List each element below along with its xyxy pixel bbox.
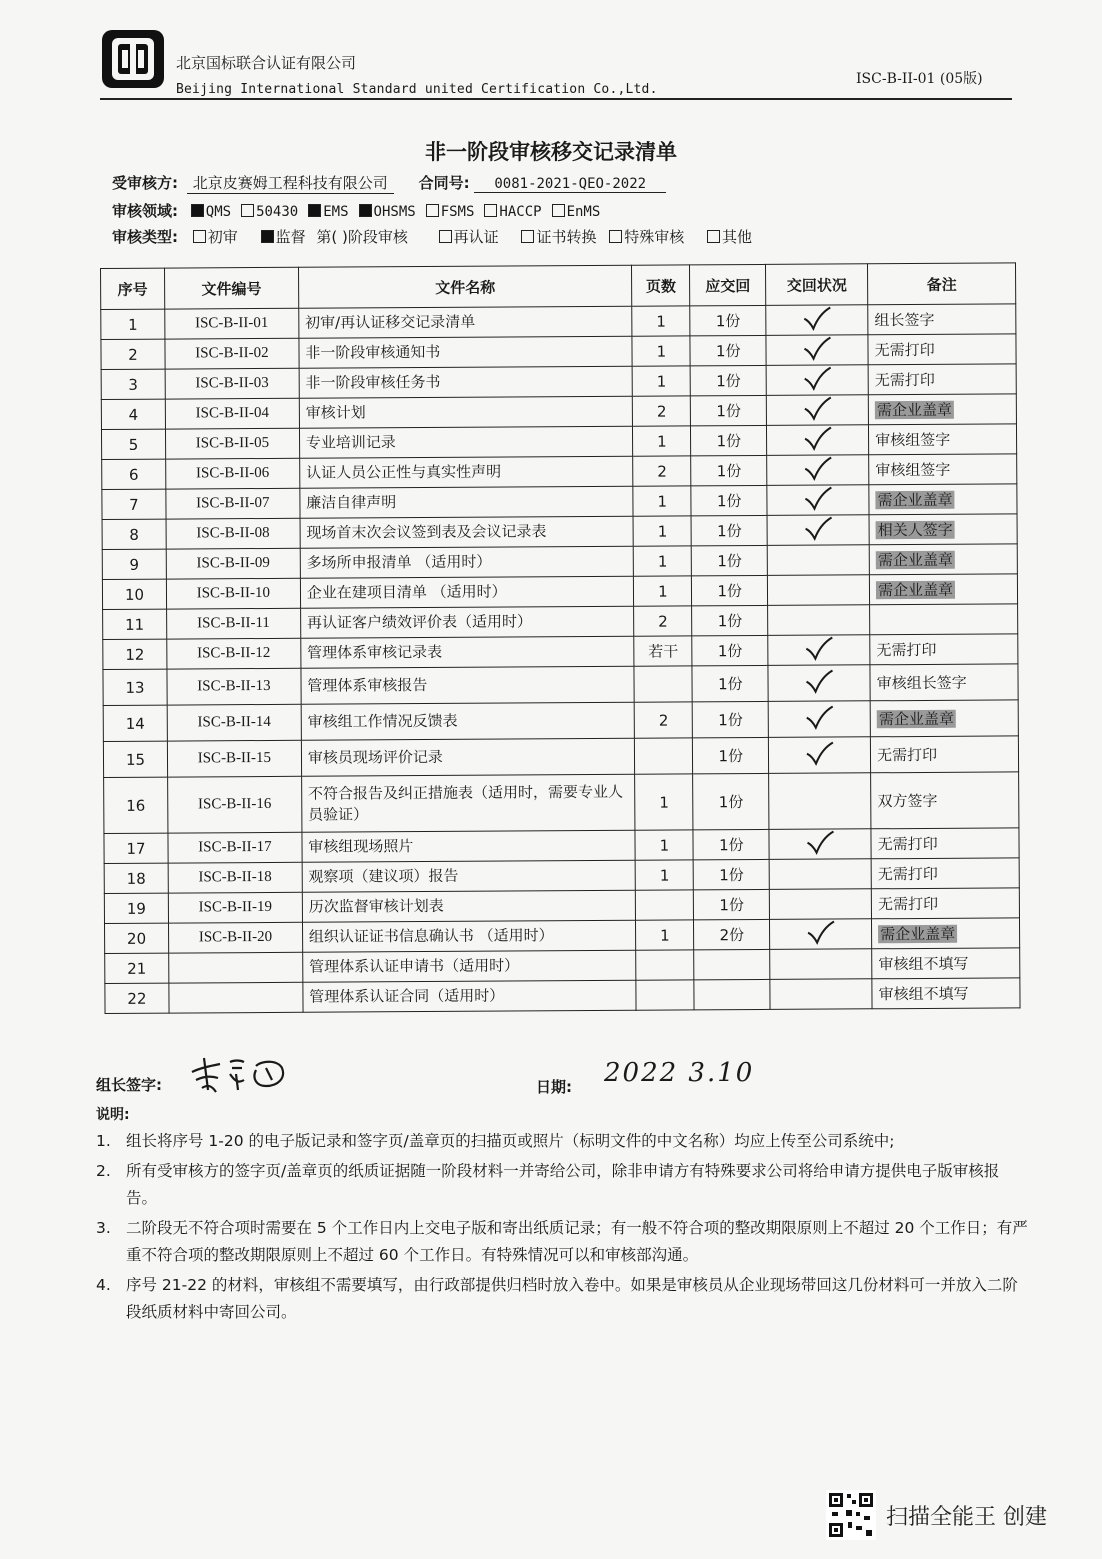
note-item <box>96 1158 1028 1212</box>
row-pages <box>635 738 693 774</box>
row-returned <box>768 701 870 738</box>
row-no: 16 <box>104 777 168 833</box>
row-pages: 1 <box>632 366 690 396</box>
row-remark <box>870 574 1018 605</box>
row-name: 管理体系认证合同（适用时） <box>303 980 637 1012</box>
checkmark-icon <box>804 636 834 660</box>
row-returned <box>767 515 869 546</box>
row-remark <box>872 918 1020 949</box>
row-code: ISC-B-II-01 <box>165 308 299 339</box>
row-code: ISC-B-II-06 <box>166 458 300 489</box>
type-recert[interactable]: 再认证 <box>439 228 499 246</box>
row-pages: 1 <box>635 774 693 830</box>
remark-text: 审核组不填写 <box>878 984 969 1004</box>
checkmark-icon <box>802 306 832 330</box>
stamp-required-badge: 需企业盖章 <box>876 400 953 420</box>
table-row <box>103 664 1018 706</box>
row-copies: 1份 <box>694 889 770 919</box>
audit-fields-line <box>112 200 600 221</box>
row-code: ISC-B-II-14 <box>167 704 301 741</box>
checkmark-icon <box>802 366 832 390</box>
checkmark-icon <box>806 920 836 944</box>
remark-text: 无需打印 <box>874 340 935 360</box>
field-50430[interactable]: 50430 <box>241 202 298 220</box>
remark-text: 无需打印 <box>876 640 937 660</box>
field-ohsms[interactable]: OHSMS <box>359 202 416 220</box>
row-name: 专业培训记录 <box>299 426 633 458</box>
table-header-row <box>101 263 1016 310</box>
table-body <box>101 304 1020 1014</box>
row-name: 再认证客户绩效评价表（适用时） <box>300 606 634 638</box>
row-copies: 1份 <box>692 575 768 605</box>
form-code: ISC-B-II-01 (05版) <box>856 71 983 87</box>
type-other-checkbox[interactable] <box>707 230 720 243</box>
field-haccp-checkbox[interactable] <box>484 204 497 217</box>
field-enms[interactable]: EnMS <box>552 202 601 220</box>
checkmark-icon <box>804 669 834 693</box>
row-remark <box>868 364 1016 395</box>
row-name: 认证人员公正性与真实性声明 <box>299 456 633 488</box>
row-code: ISC-B-II-20 <box>168 922 302 953</box>
col-header-no: 序号 <box>101 268 165 309</box>
qr-code-icon <box>826 1490 876 1540</box>
checkmark-icon <box>802 336 832 360</box>
audit-type-line <box>112 226 752 247</box>
row-returned <box>769 859 871 890</box>
row-remark <box>869 424 1017 455</box>
row-returned <box>767 485 869 516</box>
col-header-pages: 页数 <box>632 265 690 306</box>
row-pages: 2 <box>633 456 691 486</box>
field-enms-checkbox[interactable] <box>552 204 565 217</box>
field-ems-checkbox[interactable] <box>308 204 321 217</box>
remark-text: 无需打印 <box>877 834 938 854</box>
row-returned <box>767 545 869 576</box>
stamp-required-badge: 需企业盖章 <box>880 924 956 944</box>
type-other[interactable]: 其他 <box>707 228 752 246</box>
field-haccp[interactable]: HACCP <box>484 202 541 220</box>
row-code: ISC-B-II-05 <box>165 428 299 459</box>
row-remark <box>871 828 1019 859</box>
checkmark-icon <box>803 456 833 480</box>
row-pages: 1 <box>634 576 692 606</box>
row-code: ISC-B-II-03 <box>165 368 299 399</box>
row-remark <box>870 700 1018 737</box>
row-no: 10 <box>102 579 166 609</box>
notes-label: 说明: <box>96 1107 130 1123</box>
row-name: 廉洁自律声明 <box>300 486 634 518</box>
row-returned <box>766 365 868 396</box>
row-remark <box>869 544 1017 575</box>
remark-text: 审核组不填写 <box>878 954 969 974</box>
row-returned <box>770 919 872 950</box>
leader-signature <box>186 1050 296 1098</box>
row-returned <box>768 665 870 702</box>
handover-table <box>100 262 1021 1014</box>
row-code: ISC-B-II-02 <box>165 338 299 369</box>
row-copies: 1份 <box>691 395 767 425</box>
row-copies: 1份 <box>691 515 767 545</box>
date-value: 2022 3.10 <box>604 1058 755 1088</box>
remark-text: 审核组签字 <box>875 430 951 450</box>
row-code <box>169 952 303 983</box>
row-name: 审核计划 <box>299 396 633 428</box>
checkmark-icon <box>803 516 833 540</box>
company-name-cn: 北京国标联合认证有限公司 <box>176 54 357 72</box>
row-returned <box>770 949 872 980</box>
row-copies: 1份 <box>693 859 769 889</box>
row-pages: 2 <box>634 606 692 636</box>
row-code: ISC-B-II-04 <box>165 398 299 429</box>
row-returned <box>767 425 869 456</box>
row-name: 历次监督审核计划表 <box>302 890 636 922</box>
note-text: 所有受审核方的签字页/盖章页的纸质证据随一阶段材料一并寄给公司，除非申请方有特殊要求公司将给申请方提供电子版审核报告。 <box>126 1162 1000 1207</box>
col-header-code: 文件编号 <box>164 267 298 309</box>
row-name: 非一阶段审核通知书 <box>299 336 633 368</box>
type-special-checkbox[interactable] <box>609 230 622 243</box>
row-no: 5 <box>101 429 165 459</box>
checkmark-icon <box>803 426 833 450</box>
stamp-required-badge: 需企业盖章 <box>878 580 954 600</box>
row-pages: 2 <box>633 396 691 426</box>
checkmark-icon <box>802 396 832 420</box>
header-divider <box>100 98 1012 100</box>
company-name-en: Beijing International Standard united Certification Co.,Ltd. <box>176 82 658 97</box>
remark-text: 无需打印 <box>874 370 935 390</box>
row-remark <box>871 736 1019 773</box>
row-pages: 若干 <box>634 636 692 666</box>
row-remark <box>872 948 1020 979</box>
row-copies: 1份 <box>693 773 769 829</box>
row-remark <box>869 514 1017 545</box>
row-code: ISC-B-II-10 <box>166 578 300 609</box>
row-copies: 1份 <box>692 701 768 737</box>
row-pages: 2 <box>635 702 693 738</box>
row-remark <box>868 334 1016 365</box>
row-code: ISC-B-II-16 <box>168 776 302 833</box>
row-remark <box>870 634 1018 665</box>
row-name: 审核组工作情况反馈表 <box>301 702 635 740</box>
row-no: 11 <box>103 609 167 639</box>
row-remark <box>871 858 1019 889</box>
type-transfer[interactable]: 证书转换 <box>521 228 596 246</box>
row-copies: 2份 <box>694 919 770 949</box>
document-title: 非一阶段审核移交记录清单 <box>425 140 677 164</box>
row-remark <box>870 604 1018 635</box>
row-pages: 1 <box>634 546 692 576</box>
row-no: 4 <box>101 399 165 429</box>
row-pages: 1 <box>632 336 690 366</box>
row-pages: 1 <box>633 516 691 546</box>
row-copies: 1份 <box>690 305 766 335</box>
row-copies: 1份 <box>691 485 767 515</box>
row-copies: 1份 <box>692 635 768 665</box>
row-remark <box>871 888 1019 919</box>
row-no: 6 <box>102 459 166 489</box>
row-remark <box>872 978 1020 1009</box>
note-number: 1. <box>96 1132 111 1150</box>
row-copies: 1份 <box>691 425 767 455</box>
note-text: 序号 21-22 的材料，审核组不需要填写，由行政部提供归档时放入卷中。如果是审核员从企业现场带回这几份材料可一并放入二阶段纸质材料中寄回公司。 <box>126 1276 1018 1321</box>
row-no: 1 <box>101 309 165 339</box>
row-code: ISC-B-II-15 <box>167 740 301 777</box>
row-code: ISC-B-II-08 <box>166 518 300 549</box>
row-copies: 1份 <box>690 365 766 395</box>
row-name: 管理体系审核记录表 <box>301 636 635 668</box>
field-ohsms-checkbox[interactable] <box>359 204 372 217</box>
row-name: 不符合报告及纠正措施表（适用时，需要专业人员验证） <box>301 774 635 832</box>
col-header-name: 文件名称 <box>298 265 632 308</box>
field-qms-checkbox[interactable] <box>191 204 204 217</box>
row-returned <box>766 335 868 366</box>
auditee-line <box>112 172 666 194</box>
row-no: 20 <box>105 923 169 953</box>
row-copies: 1份 <box>693 737 769 773</box>
table-row <box>103 700 1018 742</box>
row-name: 组织认证证书信息确认书 （适用时） <box>302 920 636 952</box>
remark-text: 审核组长签字 <box>876 673 967 693</box>
row-returned <box>768 605 870 636</box>
type-surveillance[interactable]: 监督 <box>261 228 306 246</box>
row-remark <box>868 304 1016 335</box>
type-initial-checkbox[interactable] <box>193 230 206 243</box>
stamp-required-badge: 需企业盖章 <box>877 550 954 570</box>
row-code: ISC-B-II-13 <box>167 668 301 705</box>
row-name: 多场所申报清单 （适用时） <box>300 546 634 578</box>
row-no: 15 <box>103 741 167 777</box>
col-header-returned: 交回状况 <box>766 264 868 306</box>
table-row <box>104 772 1019 834</box>
row-name: 初审/再认证移交记录清单 <box>299 306 633 338</box>
col-header-copies: 应交回 <box>690 264 766 305</box>
checkmark-icon <box>805 741 835 765</box>
contract-value: 0081-2021-QEO-2022 <box>474 176 666 193</box>
row-code: ISC-B-II-11 <box>167 608 301 639</box>
row-returned <box>769 829 871 860</box>
row-returned <box>770 889 872 920</box>
checkmark-icon <box>803 486 833 510</box>
row-pages <box>636 980 694 1010</box>
row-code: ISC-B-II-18 <box>168 862 302 893</box>
field-fsms[interactable]: FSMS <box>426 202 475 220</box>
row-no: 14 <box>103 705 167 741</box>
row-name: 审核组现场照片 <box>302 830 636 862</box>
note-number: 3. <box>96 1219 111 1237</box>
row-remark <box>868 394 1016 425</box>
row-no: 22 <box>105 983 169 1013</box>
row-pages <box>636 890 694 920</box>
note-item <box>96 1215 1028 1269</box>
checkmark-icon <box>804 705 834 729</box>
row-copies: 1份 <box>691 455 767 485</box>
type-recert-checkbox[interactable] <box>439 230 452 243</box>
note-number: 2. <box>96 1162 111 1180</box>
note-item <box>96 1128 1028 1155</box>
row-returned <box>769 737 871 774</box>
row-no: 2 <box>101 339 165 369</box>
row-copies: 1份 <box>693 829 769 859</box>
company-logo <box>100 28 166 90</box>
row-name: 管理体系认证申请书（适用时） <box>302 950 636 982</box>
auditee-label: 受审核方: <box>112 174 178 192</box>
row-returned <box>767 395 869 426</box>
audit-fields-list <box>183 202 601 220</box>
row-name: 现场首末次会议签到表及会议记录表 <box>300 516 634 548</box>
row-no: 7 <box>102 489 166 519</box>
field-50430-checkbox[interactable] <box>241 204 254 217</box>
remark-text: 无需打印 <box>877 864 938 884</box>
remark-text: 无需打印 <box>877 745 938 765</box>
row-code: ISC-B-II-17 <box>168 832 302 863</box>
col-header-remark: 备注 <box>868 263 1016 305</box>
row-remark <box>869 484 1017 515</box>
type-initial[interactable]: 初审 <box>193 228 238 246</box>
row-copies: 1份 <box>692 545 768 575</box>
audit-type-label: 审核类型: <box>112 228 178 246</box>
row-pages: 1 <box>632 306 690 336</box>
row-no: 21 <box>105 953 169 983</box>
row-no: 17 <box>104 833 168 863</box>
remark-text: 双方签字 <box>877 791 938 811</box>
row-no: 8 <box>102 519 166 549</box>
note-number: 4. <box>96 1276 111 1294</box>
note-text: 二阶段无不符合项时需要在 5 个工作日内上交电子版和寄出纸质记录；有一般不符合项的整改期限原则上不超过 20 个工作日；有严重不符合项的整改期限原则上不超过 60 个工作日。有特殊情况可以和审核部沟通。 <box>126 1219 1028 1264</box>
row-remark <box>871 772 1019 829</box>
field-qms[interactable]: QMS <box>191 202 231 220</box>
table-row <box>105 978 1020 1014</box>
row-pages: 1 <box>635 830 693 860</box>
row-copies <box>694 949 770 979</box>
row-name: 观察项（建议项）报告 <box>302 860 636 892</box>
row-name: 管理体系审核报告 <box>301 666 635 704</box>
row-no: 19 <box>104 893 168 923</box>
row-name: 企业在建项目清单 （适用时） <box>300 576 634 608</box>
row-no: 12 <box>103 639 167 669</box>
row-code: ISC-B-II-07 <box>166 488 300 519</box>
audit-fields-label: 审核领域: <box>112 202 178 220</box>
row-remark <box>870 664 1018 701</box>
checkmark-icon <box>805 830 835 854</box>
auditee-value: 北京皮赛姆工程科技有限公司 <box>187 172 394 194</box>
type-transfer-checkbox[interactable] <box>521 230 534 243</box>
row-no: 3 <box>101 369 165 399</box>
scanner-watermark: 扫描全能王 创建 <box>886 1505 1047 1530</box>
row-pages: 1 <box>633 426 691 456</box>
row-code: ISC-B-II-19 <box>168 892 302 923</box>
row-no: 18 <box>104 863 168 893</box>
row-returned <box>768 635 870 666</box>
row-remark <box>869 454 1017 485</box>
row-name: 审核员现场评价记录 <box>301 738 635 776</box>
row-pages: 1 <box>636 920 694 950</box>
remark-text: 组长签字 <box>874 310 935 330</box>
contract-label: 合同号: <box>418 174 470 192</box>
field-ems[interactable]: EMS <box>308 202 348 220</box>
remark-text: 无需打印 <box>877 894 939 914</box>
row-code <box>169 982 303 1013</box>
type-stage: 第( )阶段审核 <box>316 228 408 246</box>
row-copies: 1份 <box>690 335 766 365</box>
stamp-required-badge: 相关人签字 <box>877 520 953 540</box>
row-no: 13 <box>103 669 167 705</box>
stamp-required-badge: 需企业盖章 <box>878 709 954 729</box>
row-code: ISC-B-II-09 <box>166 548 300 579</box>
field-fsms-checkbox[interactable] <box>426 204 439 217</box>
row-returned <box>770 979 872 1010</box>
row-pages <box>636 950 694 980</box>
row-copies: 1份 <box>692 665 768 701</box>
type-special[interactable]: 特殊审核 <box>609 228 684 246</box>
remark-text: 审核组签字 <box>875 460 951 480</box>
row-pages: 1 <box>633 486 691 516</box>
row-pages <box>634 666 692 702</box>
row-name: 非一阶段审核任务书 <box>299 366 633 398</box>
type-surveillance-checkbox[interactable] <box>261 230 274 243</box>
row-returned <box>768 575 870 606</box>
note-item <box>96 1272 1028 1326</box>
date-label: 日期: <box>536 1078 572 1096</box>
row-returned <box>766 305 868 336</box>
leader-signature-label: 组长签字: <box>96 1076 162 1094</box>
row-copies <box>694 979 770 1009</box>
row-code: ISC-B-II-12 <box>167 638 301 669</box>
row-returned <box>767 455 869 486</box>
row-no: 9 <box>102 549 166 579</box>
row-copies: 1份 <box>692 605 768 635</box>
notes-list <box>96 1128 1028 1329</box>
note-text: 组长将序号 1-20 的电子版记录和签字页/盖章页的扫描页或照片（标明文件的中文名称）均应上传至公司系统中; <box>126 1132 895 1150</box>
table-row <box>103 736 1018 778</box>
row-returned <box>769 773 871 830</box>
row-pages: 1 <box>635 860 693 890</box>
stamp-required-badge: 需企业盖章 <box>877 490 953 510</box>
